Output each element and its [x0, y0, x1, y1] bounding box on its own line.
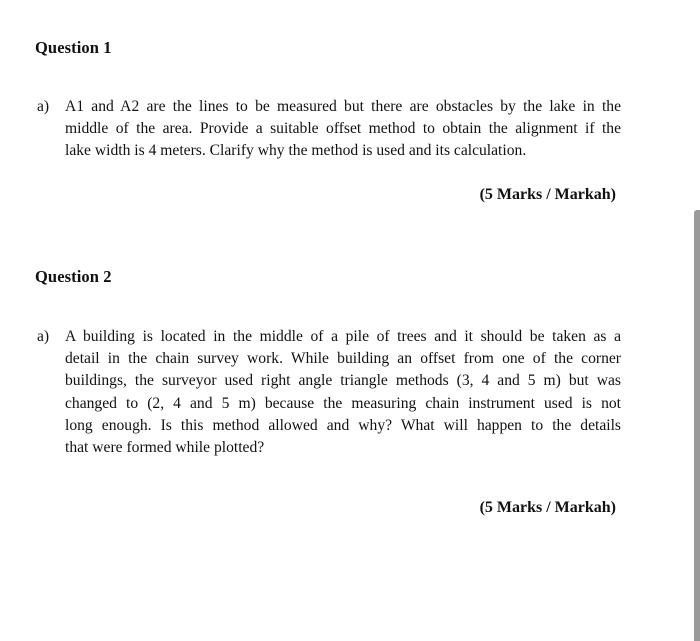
question-2-line: buildings, the surveyor used right angle triangle methods (3, 4 and 5 m) but was: [65, 372, 621, 390]
question-1-line: middle of the area. Provide a suitable offset method to obtain the alignment if the: [65, 120, 621, 138]
question-2-text: [65, 326, 621, 459]
question-1-line: lake width is 4 meters. Clarify why the method is used and its calculation.: [65, 142, 527, 160]
question-1-marks: (5 Marks / Markah): [479, 186, 616, 203]
item-label: a): [37, 98, 50, 115]
question-2-line: long enough. Is this method allowed and why? What will happen to the details: [65, 416, 621, 434]
question-2-line: detail in the chain survey work. While building an offset from one of the corner: [65, 350, 621, 368]
question-1-line: A1 and A2 are the lines to be measured but there are obstacles by the lake in the: [65, 98, 621, 115]
item-label: a): [37, 328, 50, 345]
question-2-title: Question 2: [35, 267, 112, 286]
question-2-line: that were formed while plotted?: [65, 439, 265, 457]
question-2-marks: (5 Marks / Markah): [479, 499, 616, 516]
question-1-title: Question 1: [35, 38, 112, 57]
question-1-item-a: [37, 96, 621, 163]
vertical-scrollbar[interactable]: [694, 210, 700, 641]
question-2-item-a: [37, 326, 621, 459]
question-2-line: changed to (2, 4 and 5 m) because the measuring chain instrument used is not: [65, 394, 621, 412]
question-2-line: A building is located in the middle of a pile of trees and it should be taken as a: [65, 328, 621, 345]
question-1-text: [65, 96, 621, 163]
